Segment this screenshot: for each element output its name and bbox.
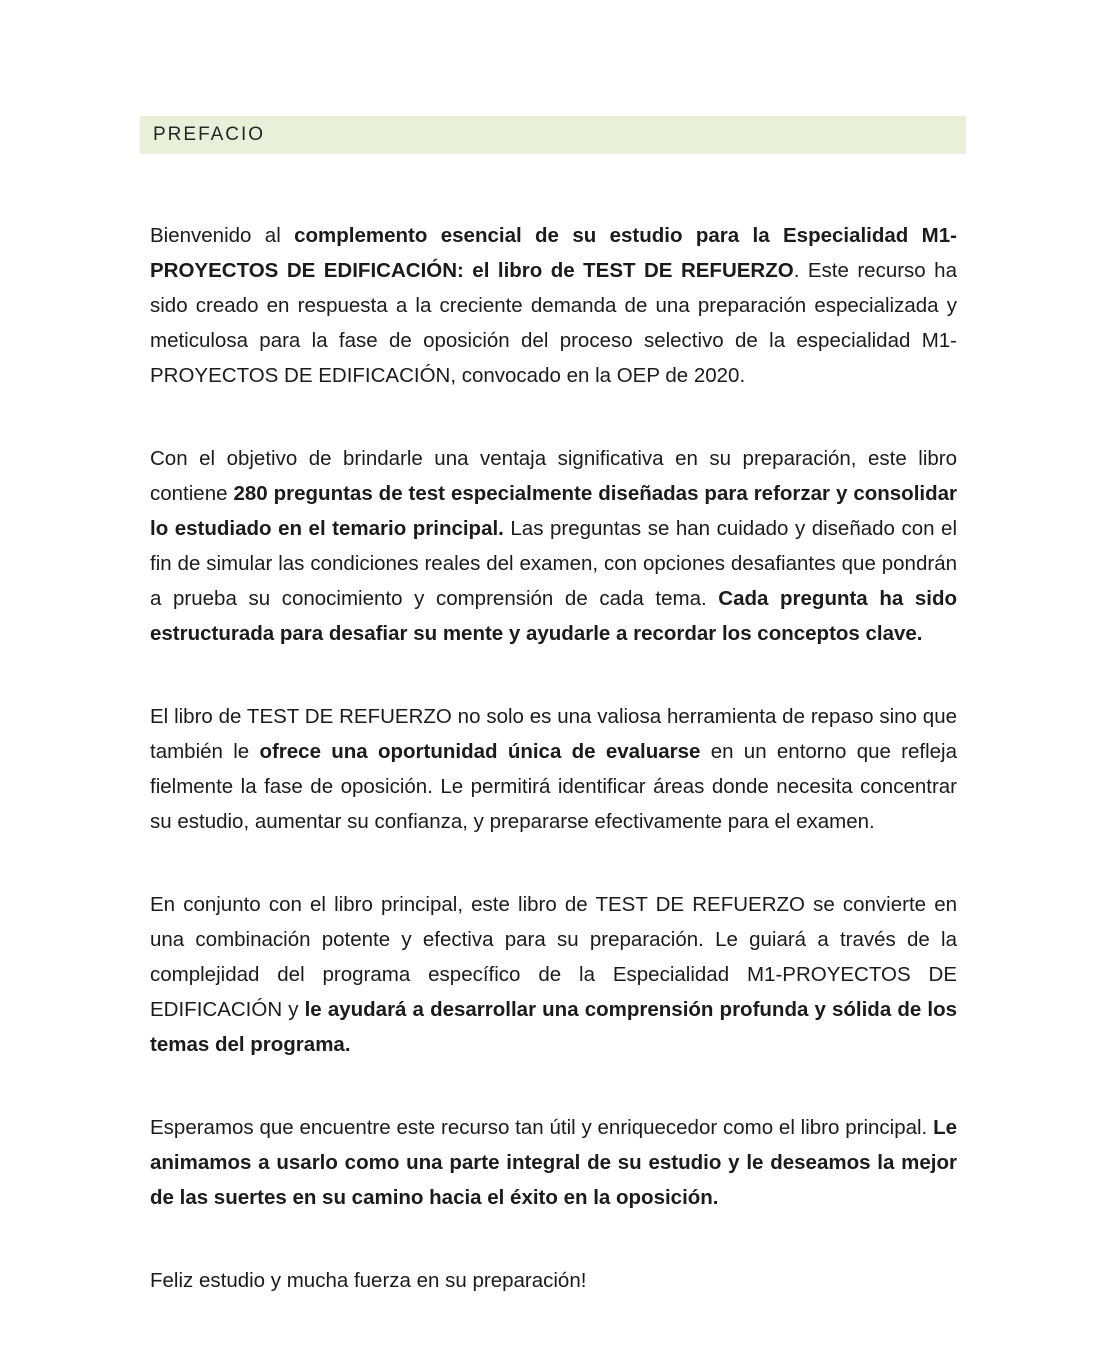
paragraph-encouragement bbox=[150, 1110, 957, 1215]
text-run: Feliz estudio y mucha fuerza en su preparación! bbox=[150, 1269, 587, 1292]
bold-text-run: 280 preguntas de test especialmente diseñadas para reforzar y consolidar lo estudiado en el temario principal. bbox=[150, 482, 957, 540]
document-body bbox=[150, 218, 957, 1298]
paragraph-combination bbox=[150, 887, 957, 1062]
bold-text-run: ofrece una oportunidad única de evaluarse bbox=[259, 740, 701, 763]
bold-text-run: le ayudará a desarrollar una comprensión profunda y sólida de los temas del programa. bbox=[150, 998, 958, 1056]
bold-text-run: complemento esencial de su estudio para la Especialidad M1-PROYECTOS DE EDIFICACIÓN: el libro de TEST DE REFUERZO bbox=[150, 224, 957, 282]
text-run: . Este recurso ha sido creado en respuesta a la creciente demanda de una preparación especializada y meticulosa para la fase de oposición del proceso selectivo de la especialidad M1-PROYECTOS DE EDIFICACIÓN, convocado en la OEP de 2020. bbox=[150, 259, 957, 387]
text-run: en un entorno que refleja fielmente la fase de oposición. Le permitirá identificar áreas donde necesita concentrar su estudio, aumentar su confianza, y prepararse efectivamente para el examen. bbox=[150, 740, 958, 833]
text-run: Bienvenido al bbox=[150, 224, 295, 247]
bold-text-run: Le animamos a usarlo como una parte integral de su estudio y le deseamos la mejor de las suertes en su camino hacia el éxito en la oposición. bbox=[150, 1116, 957, 1209]
bold-text-run: Cada pregunta ha sido estructurada para desafiar su mente y ayudarle a recordar los conceptos clave. bbox=[150, 587, 957, 645]
text-run: Las preguntas se han cuidado y diseñado con el fin de simular las condiciones reales del examen, con opciones desafiantes que pondrán a prueba su conocimiento y comprensión de cada tema. bbox=[150, 517, 957, 610]
paragraph-farewell bbox=[150, 1263, 957, 1298]
text-run: El libro de TEST DE REFUERZO no solo es una valiosa herramienta de repaso sino que también le bbox=[150, 705, 957, 763]
text-run: Con el objetivo de brindarle una ventaja significativa en su preparación, este libro contiene bbox=[150, 447, 957, 505]
text-run: En conjunto con el libro principal, este libro de TEST DE REFUERZO se convierte en una combinación potente y efectiva para su preparación. Le guiará a través de la complejidad del programa específico de la Especialidad M1-PROYECTOS DE EDIFICACIÓN y bbox=[150, 893, 957, 1021]
paragraph-book-value bbox=[150, 699, 957, 839]
paragraph-objective bbox=[150, 441, 957, 651]
paragraph-welcome bbox=[150, 218, 957, 393]
text-run: Esperamos que encuentre este recurso tan útil y enriquecedor como el libro principal. bbox=[150, 1116, 934, 1139]
preface-heading: PREFACIO bbox=[153, 124, 266, 145]
preface-heading-band bbox=[140, 116, 966, 154]
